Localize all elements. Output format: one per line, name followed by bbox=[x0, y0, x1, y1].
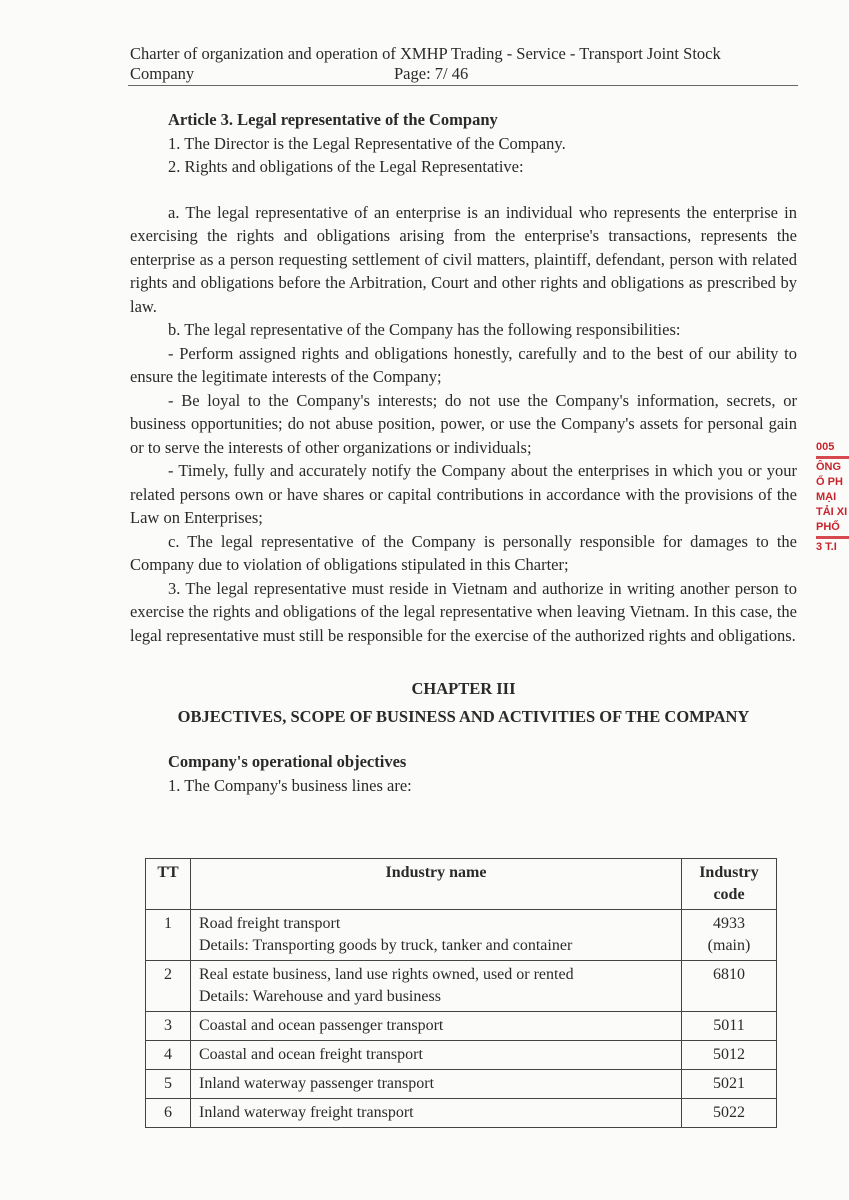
business-lines-table bbox=[145, 858, 777, 1128]
table-row bbox=[146, 1041, 777, 1070]
header-tt: TT bbox=[146, 859, 191, 910]
table-header-row bbox=[146, 859, 777, 910]
row-tt: 5 bbox=[146, 1070, 191, 1099]
table-row bbox=[146, 1070, 777, 1099]
stamp-text: 005 bbox=[816, 441, 835, 453]
row-industry-code: 4933 (main) bbox=[682, 910, 777, 961]
article-item-3: 3. The legal representative must reside in Vietnam and authorize in writing another person to exercise the rights and obligations of the legal representative when leaving Vietnam. In this case, the legal representative must still be responsible for the exercise of the authorized rights and obligations. bbox=[130, 578, 797, 645]
chapter-number: CHAPTER III bbox=[411, 679, 516, 698]
row-tt: 4 bbox=[146, 1041, 191, 1070]
row-industry-name: Real estate business, land use rights owned, used or rented Details: Warehouse and yard business bbox=[191, 961, 682, 1012]
chapter-title: OBJECTIVES, SCOPE OF BUSINESS AND ACTIVITIES OF THE COMPANY bbox=[177, 706, 750, 726]
row-industry-name: Inland waterway passenger transport bbox=[191, 1070, 682, 1099]
red-seal-stamp bbox=[816, 440, 849, 590]
stamp-text: TẢI XI bbox=[816, 506, 848, 518]
stamp-text: MẠI bbox=[816, 491, 837, 503]
row-tt: 6 bbox=[146, 1099, 191, 1128]
row-industry-name: Coastal and ocean freight transport bbox=[191, 1041, 682, 1070]
page-header bbox=[130, 44, 798, 84]
header-industry-name: Industry name bbox=[191, 859, 682, 910]
row-industry-name: Inland waterway freight transport bbox=[191, 1099, 682, 1128]
row-industry-code: 5022 bbox=[682, 1099, 777, 1128]
row-industry-code: 5012 bbox=[682, 1041, 777, 1070]
header-title: Charter of organization and operation of XMHP Trading - Service - Transport Joint Stock bbox=[130, 44, 721, 63]
row-tt: 3 bbox=[146, 1012, 191, 1041]
paragraph-a: a. The legal representative of an enterprise is an individual who represents the enterprise in exercising the rights and obligations arising from the enterprise's transactions, represents the enterprise as a person requesting settlement of civil matters, plaintiff, defendant, person with related rights and obligations before the Arbitration, Court and other rights and obligations as prescribed by law. bbox=[130, 202, 797, 316]
row-industry-name: Road freight transport Details: Transporting goods by truck, tanker and container bbox=[191, 910, 682, 961]
header-industry-code: Industry code bbox=[682, 859, 777, 910]
row-industry-code: 6810 bbox=[682, 961, 777, 1012]
paragraph-b2: - Be loyal to the Company's interests; do not use the Company's information, secrets, or business opportunities; do not abuse position, power, or use the Company's assets for personal gain or to serve the interests of other organizations or individuals; bbox=[130, 390, 797, 457]
objectives-title: Company's operational objectives bbox=[168, 752, 407, 771]
row-industry-name: Coastal and ocean passenger transport bbox=[191, 1012, 682, 1041]
paragraph-b: b. The legal representative of the Company has the following responsibilities: bbox=[168, 320, 681, 339]
objectives-intro: 1. The Company's business lines are: bbox=[168, 775, 412, 795]
table-row bbox=[146, 910, 777, 961]
row-industry-code: 5021 bbox=[682, 1070, 777, 1099]
document-body bbox=[130, 108, 797, 797]
header-divider bbox=[128, 85, 798, 86]
paragraph-b3: - Timely, fully and accurately notify the Company about the enterprises in which you or your related persons own or have shares or capital contributions in accordance with the provisions of the Law on Enterprises; bbox=[130, 461, 797, 527]
row-industry-code: 5011 bbox=[682, 1012, 777, 1041]
article-item-1: 1. The Director is the Legal Representative of the Company. bbox=[168, 133, 566, 153]
stamp-text: ÔNG bbox=[816, 461, 842, 473]
stamp-text: 3 T.I bbox=[816, 541, 837, 553]
stamp-text: Ổ PH bbox=[816, 476, 843, 488]
page-number: Page: 7/ 46 bbox=[394, 64, 469, 83]
table-row bbox=[146, 961, 777, 1012]
stamp-text: PHỐ bbox=[816, 521, 840, 533]
row-industry-detail: Details: Transporting goods by truck, tanker and container bbox=[199, 937, 573, 954]
paragraph-b1: - Perform assigned rights and obligations honestly, carefully and to the best of our ability to ensure the legitimate interests of the Company; bbox=[130, 343, 797, 386]
row-industry-detail: Details: Warehouse and yard business bbox=[199, 988, 441, 1005]
header-company: Company bbox=[130, 64, 195, 83]
article-title: Article 3. Legal representative of the Company bbox=[168, 110, 498, 129]
row-tt: 2 bbox=[146, 961, 191, 1012]
article-item-2: 2. Rights and obligations of the Legal Representative: bbox=[168, 157, 524, 176]
table-row bbox=[146, 1099, 777, 1128]
row-tt: 1 bbox=[146, 910, 191, 961]
paragraph-c: c. The legal representative of the Company is personally responsible for damages to the Company due to violation of obligations stipulated in this Charter; bbox=[130, 531, 797, 574]
table-row bbox=[146, 1012, 777, 1041]
